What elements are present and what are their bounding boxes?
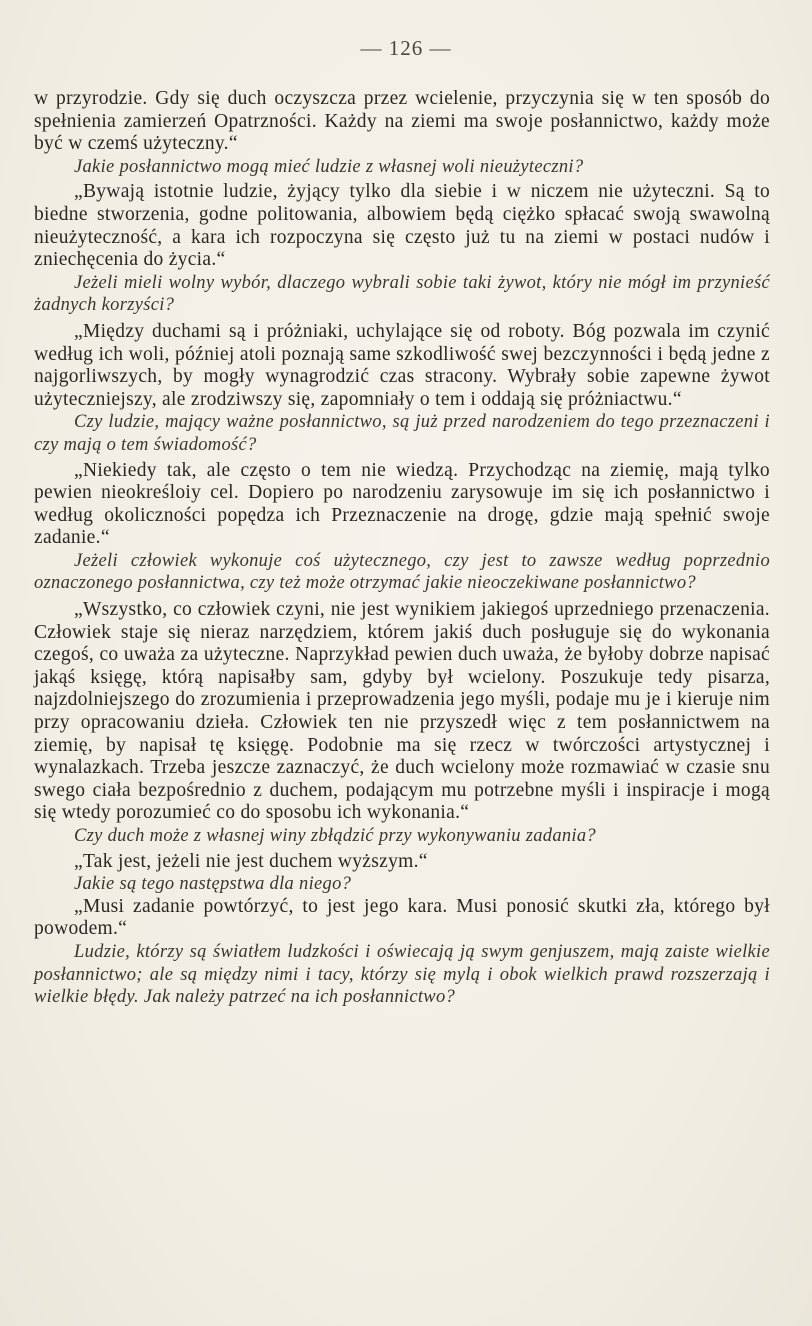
answer-continuation: w przyrodzie. Gdy się duch oczyszcza przez wcielenie, przyczynia się w ten sposób do spełnienia zamierzeń Opatrzności. Każdy na ziemi ma swoje posłannictwo, każdy może być w czemś użyteczny.“ (34, 88, 770, 155)
answer-paragraph: „Wszystko, co człowiek czyni, nie jest wynikiem jakiegoś uprzedniego przenaczenia. Człowiek staje się nieraz narzędziem, którem jakiś duch posługuje się do wykonania czegoś, co uważa za użyteczne. Naprzykład pewien duch uważa, że byłoby dobrze napisać jakąś księgę, którą napisałby sam, gdyby był wcielony. Poszukuje tedy pisarza, najzdolniejszego do zrozumienia i przeprowadzenia jego myśli, podaje mu je i kieruje nim przy opracowaniu dzieła. Człowiek ten nie przyszedł więc z tem posłannictwem na ziemię, by napisał tę księgę. Podobnie ma się rzecz w twórczości artystycznej i wynalazkach. Trzeba jeszcze zaznaczyć, że duch wcielony może rozmawiać w czasie snu swego ciała bezpośrednio z duchem, podającym mu potrzebne myśli i inspiracje i mogą się wtedy porozumieć co do sposobu ich wykonania.“ (34, 599, 770, 824)
question-paragraph: Ludzie, którzy są światłem ludzkości i oświecają ją swym genjuszem, mają zaiste wielkie posłannictwo; ale są między nimi i tacy, którzy się mylą i obok wielkich prawd rozszerzają i wielkie błędy. Jak należy patrzeć na ich posłannictwo? (34, 941, 770, 1008)
question-paragraph: Jeżeli człowiek wykonuje coś użytecznego, czy jest to zawsze według poprzednio oznaczonego posłannictwa, czy też może otrzymać jakie nieoczekiwane posłannictwo? (34, 550, 770, 594)
question-paragraph: Jakie posłannictwo mogą mieć ludzie z własnej woli nieużyteczni? (74, 156, 584, 177)
answer-paragraph: „Między duchami są i próżniaki, uchylające się od roboty. Bóg pozwala im czynić według ich woli, później atoli poznają same szkodliwość swej bezczynności i będą jedne z najgorliwszych, by mogły wynagrodzić czas stracony. Wybrały sobie zapewne żywot użyteczniejszy, ale zrodziwszy się, zapomniały o tem i oddają się próżniactwu.“ (34, 320, 770, 410)
question-paragraph: Czy duch może z własnej winy zbłądzić przy wykonywaniu zadania? (74, 826, 596, 846)
question-paragraph: Czy ludzie, mający ważne posłannictwo, są już przed narodzeniem do tego przeznaczeni i czy mają o tem świadomość? (34, 412, 770, 455)
page-number: — 126 — (360, 36, 452, 60)
answer-paragraph: „Musi zadanie powtórzyć, to jest jego kara. Musi ponosić skutki zła, którego był powodem.“ (34, 895, 770, 940)
answer-paragraph: „Tak jest, jeżeli nie jest duchem wyższym.“ (74, 850, 428, 872)
answer-paragraph: „Niekiedy tak, ale często o tem nie wiedzą. Przychodząc na ziemię, mają tylko pewien nieokreśloiy cel. Dopiero po narodzeniu zarysowuje im się ich posłannictwo i według okoliczności popędza ich Przeznaczenie na drogę, gdzie mają spełnić swoje zadanie.“ (34, 459, 770, 549)
answer-paragraph: „Bywają istotnie ludzie, żyjący tylko dla siebie i w niczem nie użyteczni. Są to biedne stworzenia, godne politowania, albowiem będą ciężko spłacać swoją swawolną nieużyteczność, a kara ich rozpoczyna się często już tu na ziemi w postaci nudów i zniechęcenia do życia.“ (34, 181, 770, 271)
question-paragraph: Jakie są tego następstwa dla niego? (74, 874, 352, 895)
page-text (34, 88, 770, 1009)
question-paragraph: Jeżeli mieli wolny wybór, dlaczego wybrali sobie taki żywot, który nie mógł im przynieść żadnych korzyści? (34, 272, 770, 316)
